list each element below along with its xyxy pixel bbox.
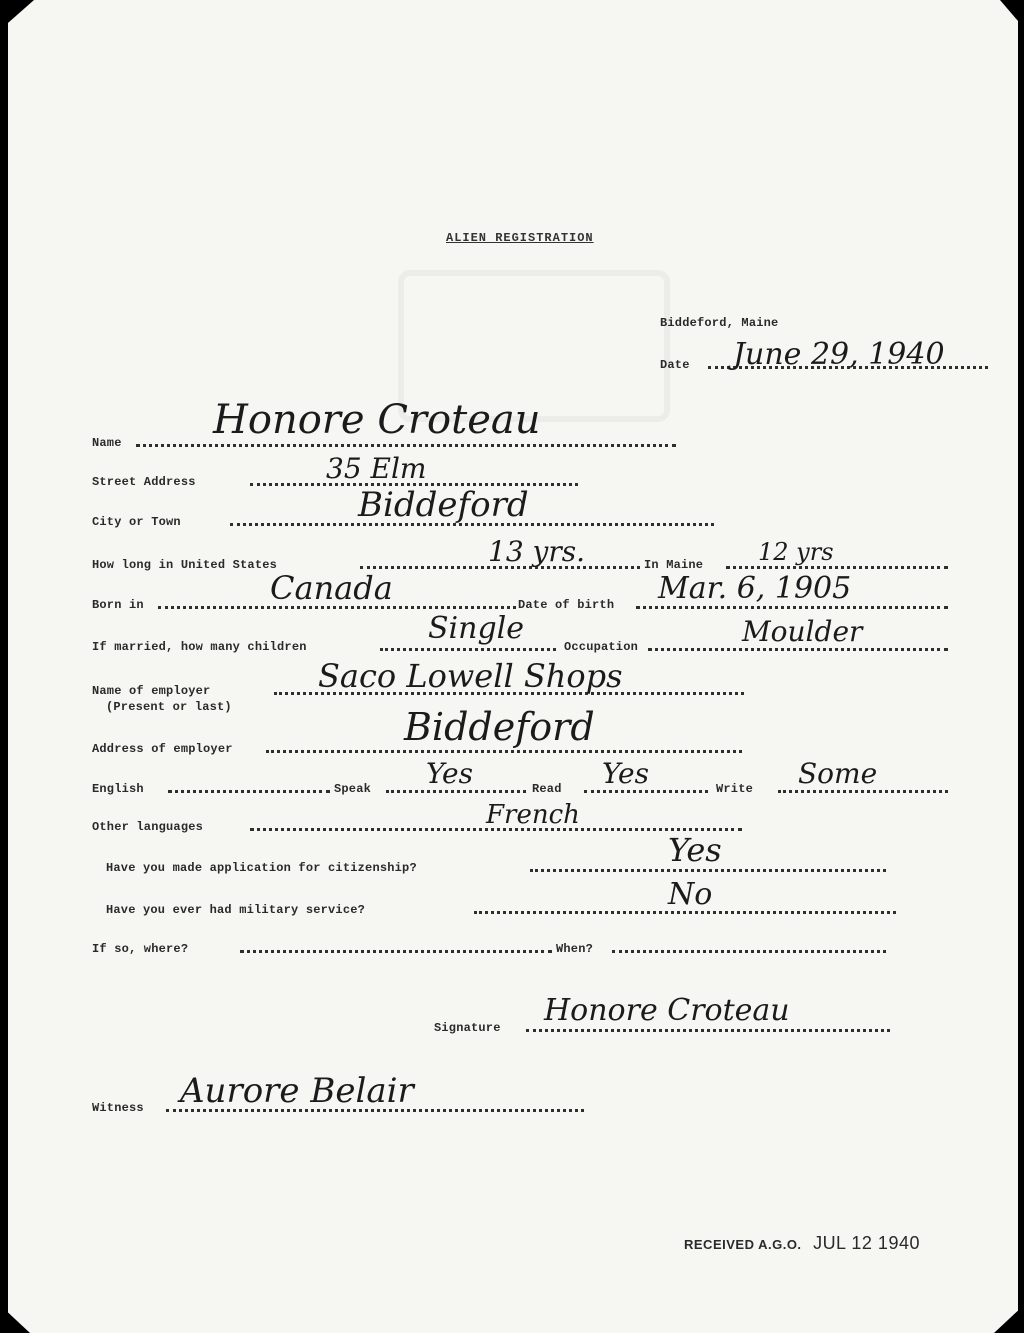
employer-address-value: Biddeford (404, 705, 595, 749)
children-value: Single (428, 611, 525, 646)
signature-line (526, 1029, 890, 1032)
employer-address-line (266, 750, 742, 753)
speak-line (386, 790, 526, 793)
military-value: No (668, 877, 713, 912)
employer-label: Name of employer (92, 684, 211, 698)
english-line (168, 790, 330, 793)
dob-value: Mar. 6, 1905 (658, 571, 852, 606)
where-label: If so, where? (92, 942, 189, 956)
form-title: ALIEN REGISTRATION (446, 231, 594, 245)
signature-value: Honore Croteau (544, 993, 790, 1028)
date-label: Date (660, 358, 690, 372)
write-label: Write (716, 782, 754, 796)
received-stamp-label: RECEIVED A.G.O. (684, 1237, 802, 1252)
speak-label: Speak (334, 782, 372, 796)
in-maine-line (726, 566, 948, 569)
citizenship-line (530, 869, 886, 872)
occupation-line (648, 648, 948, 651)
witness-value: Aurore Belair (180, 1071, 414, 1111)
children-line (380, 648, 556, 651)
other-languages-label: Other languages (92, 820, 204, 834)
read-label: Read (532, 782, 562, 796)
citizenship-label: Have you made application for citizenship? (106, 861, 417, 875)
city-label: City or Town (92, 515, 181, 529)
received-stamp-date: JUL 12 1940 (813, 1233, 920, 1253)
name-line (136, 444, 676, 447)
in-maine-label: In Maine (644, 558, 704, 572)
other-languages-value: French (486, 800, 580, 830)
children-label: If married, how many children (92, 640, 307, 654)
city-value: Biddeford (358, 485, 529, 525)
military-label: Have you ever had military service? (106, 903, 366, 917)
read-line (584, 790, 708, 793)
name-label: Name (92, 436, 122, 450)
witness-label: Witness (92, 1101, 144, 1115)
street-value: 35 Elm (326, 452, 427, 485)
dob-label: Date of birth (518, 598, 615, 612)
date-value: June 29, 1940 (733, 337, 945, 372)
where-line (240, 950, 552, 953)
place-text: Biddeford, Maine (660, 316, 779, 330)
employer-address-label: Address of employer (92, 742, 233, 756)
english-label: English (92, 782, 144, 796)
employer-value: Saco Lowell Shops (318, 657, 623, 695)
citizenship-value: Yes (668, 831, 722, 869)
dob-line (636, 606, 948, 609)
document-page (8, 0, 1018, 1333)
in-maine-value: 12 yrs (758, 538, 834, 566)
occupation-label: Occupation (564, 640, 639, 654)
name-value: Honore Croteau (213, 397, 541, 443)
write-value: Some (798, 757, 878, 790)
read-value: Yes (602, 757, 649, 790)
received-stamp (684, 1233, 920, 1254)
born-in-label: Born in (92, 598, 144, 612)
when-line (612, 950, 886, 953)
employer-sublabel: (Present or last) (106, 700, 232, 714)
street-label: Street Address (92, 475, 196, 489)
signature-label: Signature (434, 1021, 501, 1035)
born-in-value: Canada (270, 569, 393, 607)
speak-value: Yes (426, 757, 473, 790)
how-long-label: How long in United States (92, 558, 278, 572)
how-long-value: 13 yrs. (488, 535, 586, 568)
occupation-value: Moulder (742, 615, 863, 648)
write-line (778, 790, 948, 793)
when-label: When? (556, 942, 594, 956)
